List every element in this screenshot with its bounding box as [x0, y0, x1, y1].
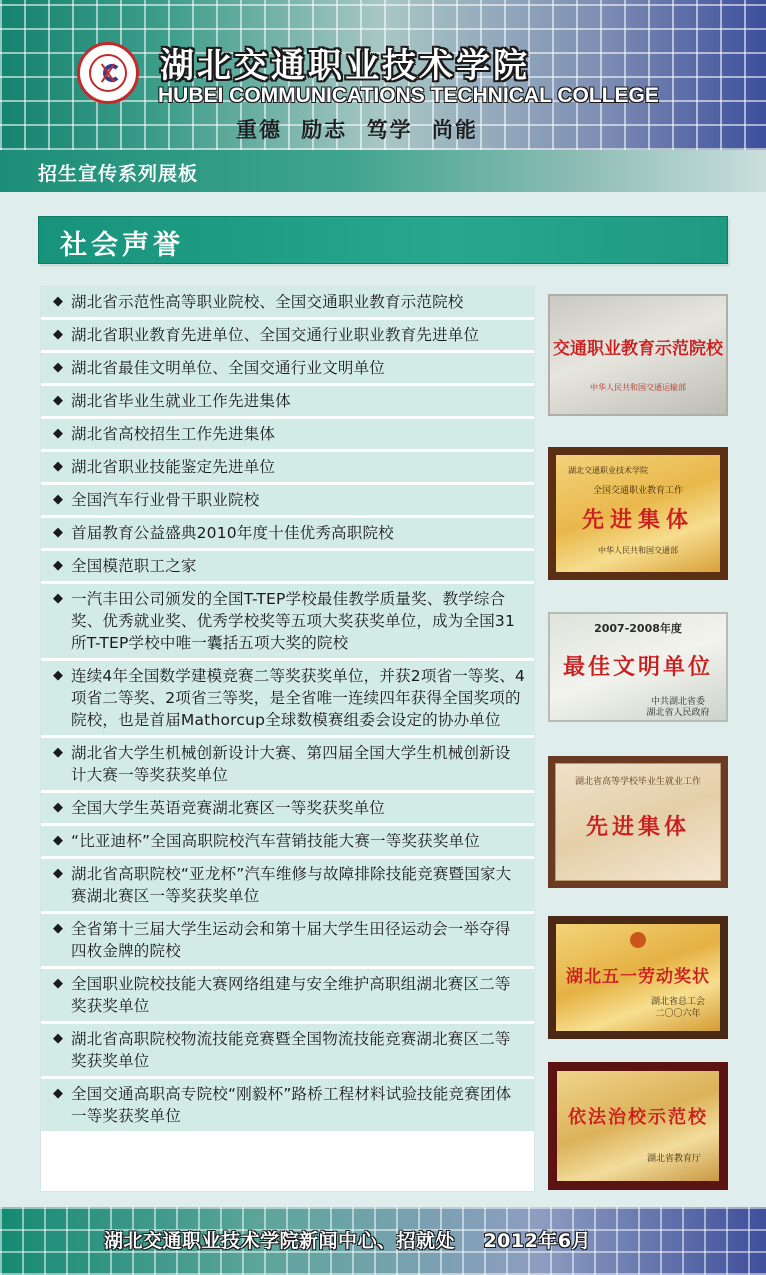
honors-list — [40, 286, 535, 1192]
plaque-image-labor-award — [548, 916, 728, 1039]
page-header — [0, 0, 766, 150]
list-item — [41, 661, 534, 735]
honor-text: 湖北省最佳文明单位、全国交通行业文明单位 — [71, 359, 386, 377]
plaque-date: 二〇〇六年 — [655, 1009, 701, 1019]
section-title: 社会声誉 — [60, 230, 184, 261]
diamond-bullet-icon: ◆ — [53, 327, 64, 342]
diamond-bullet-icon: ◆ — [53, 976, 64, 991]
honor-text: 湖北省高校招生工作先进集体 — [71, 425, 276, 443]
footer-credit: 湖北交通职业技术学院新闻中心、招就处 2012年6月 — [104, 1230, 592, 1252]
college-name-cn: 湖北交通职业技术学院 — [160, 46, 530, 86]
honor-text: 湖北省毕业生就业工作先进集体 — [71, 392, 291, 410]
honor-text: “比亚迪杯”全国高职院校汽车营销技能大赛一等奖获奖单位 — [71, 832, 480, 850]
diamond-bullet-icon: ◆ — [53, 833, 64, 848]
list-item — [41, 518, 534, 548]
honor-text: 连续4年全国数学建模竞赛二等奖获奖单位，并获2项省一等奖、4项省二等奖、2项省三等奖，是全省唯一连续四年获得全国奖项的院校，也是首届Mathorcup全球数模赛组委会设定的协办单位 — [71, 667, 526, 729]
list-item — [41, 738, 534, 790]
diamond-bullet-icon: ◆ — [53, 1086, 64, 1101]
honor-text: 湖北省职业技能鉴定先进单位 — [71, 458, 276, 476]
list-item — [41, 287, 534, 317]
list-item — [41, 320, 534, 350]
plaque-image-advanced-collective — [548, 447, 728, 580]
list-item — [41, 1079, 534, 1131]
honor-text: 全国模范职工之家 — [71, 557, 197, 575]
plaque-issuer: 中华人民共和国交通运输部 — [590, 383, 686, 392]
diamond-bullet-icon: ◆ — [53, 294, 64, 309]
diamond-bullet-icon: ◆ — [53, 492, 64, 507]
honor-text: 湖北省示范性高等职业院校、全国交通职业教育示范院校 — [71, 293, 464, 311]
list-item — [41, 826, 534, 856]
plaque-image-law-governance — [548, 1062, 728, 1190]
diamond-bullet-icon: ◆ — [53, 1031, 64, 1046]
honor-text: 全省第十三届大学生运动会和第十届大学生田径运动会一举夺得四枚金牌的院校 — [71, 920, 511, 960]
diamond-bullet-icon: ◆ — [53, 525, 64, 540]
honor-text: 湖北省高职院校“亚龙杯”汽车维修与故障排除技能竞赛暨国家大赛湖北赛区一等奖获奖单位 — [71, 865, 512, 905]
honor-text: 全国交通高职高专院校“刚毅杯”路桥工程材料试验技能竞赛团体一等奖获奖单位 — [71, 1085, 512, 1125]
diamond-bullet-icon: ◆ — [53, 360, 64, 375]
college-seal-icon — [77, 42, 139, 104]
honor-text: 湖北省大学生机械创新设计大赛、第四届全国大学生机械创新设计大赛一等奖获奖单位 — [71, 744, 511, 784]
plaque-org: 湖北交通职业技术学院 — [568, 466, 648, 475]
plaque-year: 2007-2008年度 — [594, 622, 682, 635]
plaque-title: 湖北五一劳动奖状 — [566, 967, 710, 987]
list-item — [41, 969, 534, 1021]
diamond-bullet-icon: ◆ — [53, 745, 64, 760]
plaque-issuer: 中华人民共和国交通部 — [598, 546, 678, 555]
emblem-icon — [630, 932, 646, 948]
diamond-bullet-icon: ◆ — [53, 393, 64, 408]
college-motto: 重德 励志 笃学 尚能 — [236, 118, 478, 142]
honor-text: 全国汽车行业骨干职业院校 — [71, 491, 260, 509]
plaque-title: 先进集体 — [581, 508, 694, 533]
plaque-issuer: 湖北省人民政府 — [646, 708, 710, 718]
plaque-image-civilized-unit — [548, 612, 728, 722]
diamond-bullet-icon: ◆ — [53, 558, 64, 573]
diamond-bullet-icon: ◆ — [53, 459, 64, 474]
honor-text: 首届教育公益盛典2010年度十佳优秀高职院校 — [71, 524, 394, 542]
list-item — [41, 485, 534, 515]
plaque-title: 依法治校示范校 — [568, 1107, 708, 1128]
plaque-issuer: 中共湖北省委 — [650, 697, 705, 707]
honor-text: 湖北省职业教育先进单位、全国交通行业职业教育先进单位 — [71, 326, 480, 344]
diamond-bullet-icon: ◆ — [53, 921, 64, 936]
series-banner — [0, 150, 766, 192]
plaque-title: 先进集体 — [585, 815, 690, 840]
list-item — [41, 419, 534, 449]
series-label: 招生宣传系列展板 — [38, 163, 199, 185]
plaque-image-model-college — [548, 294, 728, 416]
list-item — [41, 859, 534, 911]
plaque-issuer: 湖北省教育厅 — [646, 1154, 701, 1164]
plaque-issuer: 湖北省总工会 — [650, 997, 705, 1007]
diamond-bullet-icon: ◆ — [53, 800, 64, 815]
plaque-image-employment-collective — [548, 756, 728, 888]
list-item — [41, 452, 534, 482]
list-item — [41, 914, 534, 966]
honor-text: 全国职业院校技能大赛网络组建与安全维护高职组湖北赛区二等奖获奖单位 — [71, 975, 511, 1015]
page-footer — [0, 1207, 766, 1275]
diamond-bullet-icon: ◆ — [53, 426, 64, 441]
college-name-en: HUBEI COMMUNICATIONS TECHNICAL COLLEGE — [158, 84, 659, 107]
diamond-bullet-icon: ◆ — [53, 668, 64, 683]
plaque-subtitle: 全国交通职业教育工作 — [592, 486, 683, 496]
diamond-bullet-icon: ◆ — [53, 591, 64, 606]
diamond-bullet-icon: ◆ — [53, 866, 64, 881]
list-item — [41, 386, 534, 416]
list-item — [41, 551, 534, 581]
list-item — [41, 584, 534, 658]
plaque-title: 最佳文明单位 — [562, 655, 713, 680]
list-item — [41, 793, 534, 823]
list-item — [41, 1024, 534, 1076]
plaque-title: 交通职业教育示范院校 — [553, 339, 723, 359]
plaque-subtitle: 湖北省高等学校毕业生就业工作 — [574, 777, 701, 787]
list-item — [41, 353, 534, 383]
honor-text: 全国大学生英语竞赛湖北赛区一等奖获奖单位 — [71, 799, 386, 817]
section-header — [38, 216, 728, 264]
honor-text: 一汽丰田公司颁发的全国T-TEP学校最佳教学质量奖、教学综合奖、优秀就业奖、优秀学校奖等五项大奖获奖单位，成为全国31所T-TEP学校中唯一囊括五项大奖的院校 — [71, 590, 516, 652]
honor-text: 湖北省高职院校物流技能竞赛暨全国物流技能竞赛湖北赛区二等奖获奖单位 — [71, 1030, 511, 1070]
